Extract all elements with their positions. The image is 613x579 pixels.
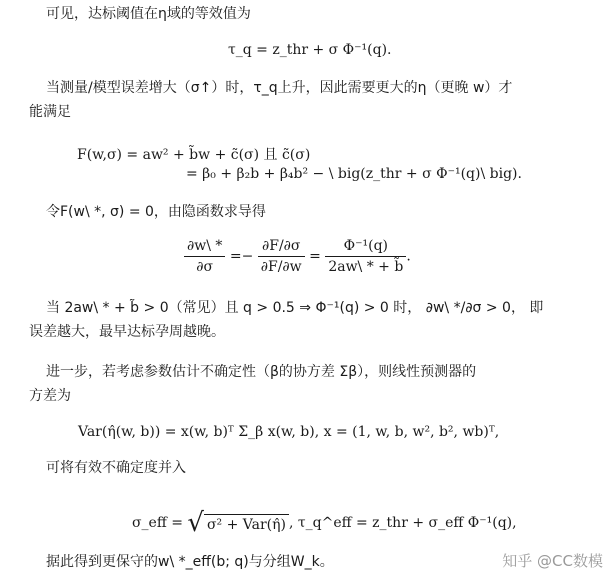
paragraph-5-line-1: 进一步，若考虑参数估计不确定性（β的协方差 Σβ），则线性预测器的 [46,364,477,380]
paragraph-4-line-2: 误差越大，最早达标孕周越晚。 [29,324,225,340]
sqrt-icon: √ [187,508,204,538]
fraction-denominator: 2aw\ * + b̃ [328,259,404,275]
paragraph-6: 可将有效不确定度并入 [46,460,186,476]
sqrt-content: σ² + Var(η̂) [204,514,289,533]
equals: = [309,248,321,265]
period: . [406,248,411,265]
fraction-numerator: Φ⁻¹(q) [325,236,406,257]
paragraph-7: 据此得到更保守的w\ *_eff(b; q)与分组W_k。 [46,554,334,570]
paragraph-3: 令F(w\ *, σ) = 0，由隐函数求导得 [46,204,266,220]
paragraph-2-line-2: 能满足 [29,104,71,120]
equation-2-line-2: = β₀ + β₂b + β₄b² − \ big(z_thr + σ Φ⁻¹(q)\ big). [186,166,522,182]
paragraph-5-line-2: 方差为 [29,388,71,404]
equals-minus: =− [229,248,254,265]
fraction-numerator: ∂F/∂σ [258,236,305,257]
fraction-numerator: ∂w\ * [184,236,225,257]
fraction-dw-dsigma [184,236,225,277]
equation-5 [132,508,517,538]
paragraph-1: 可见，达标阈值在η域的等效值为 [46,6,251,22]
fraction-denominator: ∂σ [196,259,214,275]
paragraph-2-line-1: 当测量/模型误差增大（σ↑）时，τ_q上升，因此需要更大的η（更晚 w）才 [46,80,513,96]
sigma-eff-label: σ_eff = [132,515,183,531]
fraction-partials [258,236,305,277]
equation-3 [184,236,411,277]
paragraph-4-line-1: 当 2aw\ * + b̃ > 0（常见）且 q > 0.5 ⇒ Φ⁻¹(q) > 0 时， ∂w\ */∂σ > 0， 即 [46,300,544,316]
tau-eff-expression: , τ_q^eff = z_thr + σ_eff Φ⁻¹(q), [288,515,517,531]
equation-1: τ_q = z_thr + σ Φ⁻¹(q). [228,42,392,58]
equation-4: Var(η̂(w, b)) = x(w, b)ᵀ Σ_β x(w, b), x = (1, w, b, w², b², wb)ᵀ, [78,424,500,440]
fraction-denominator: ∂F/∂w [260,259,302,275]
watermark: 知乎 @CC数模 [502,552,603,570]
fraction-result [325,236,406,277]
equation-2-line-1: F(w,σ) = aw² + b̃w + c̃(σ) 且 c̃(σ) [77,147,311,163]
